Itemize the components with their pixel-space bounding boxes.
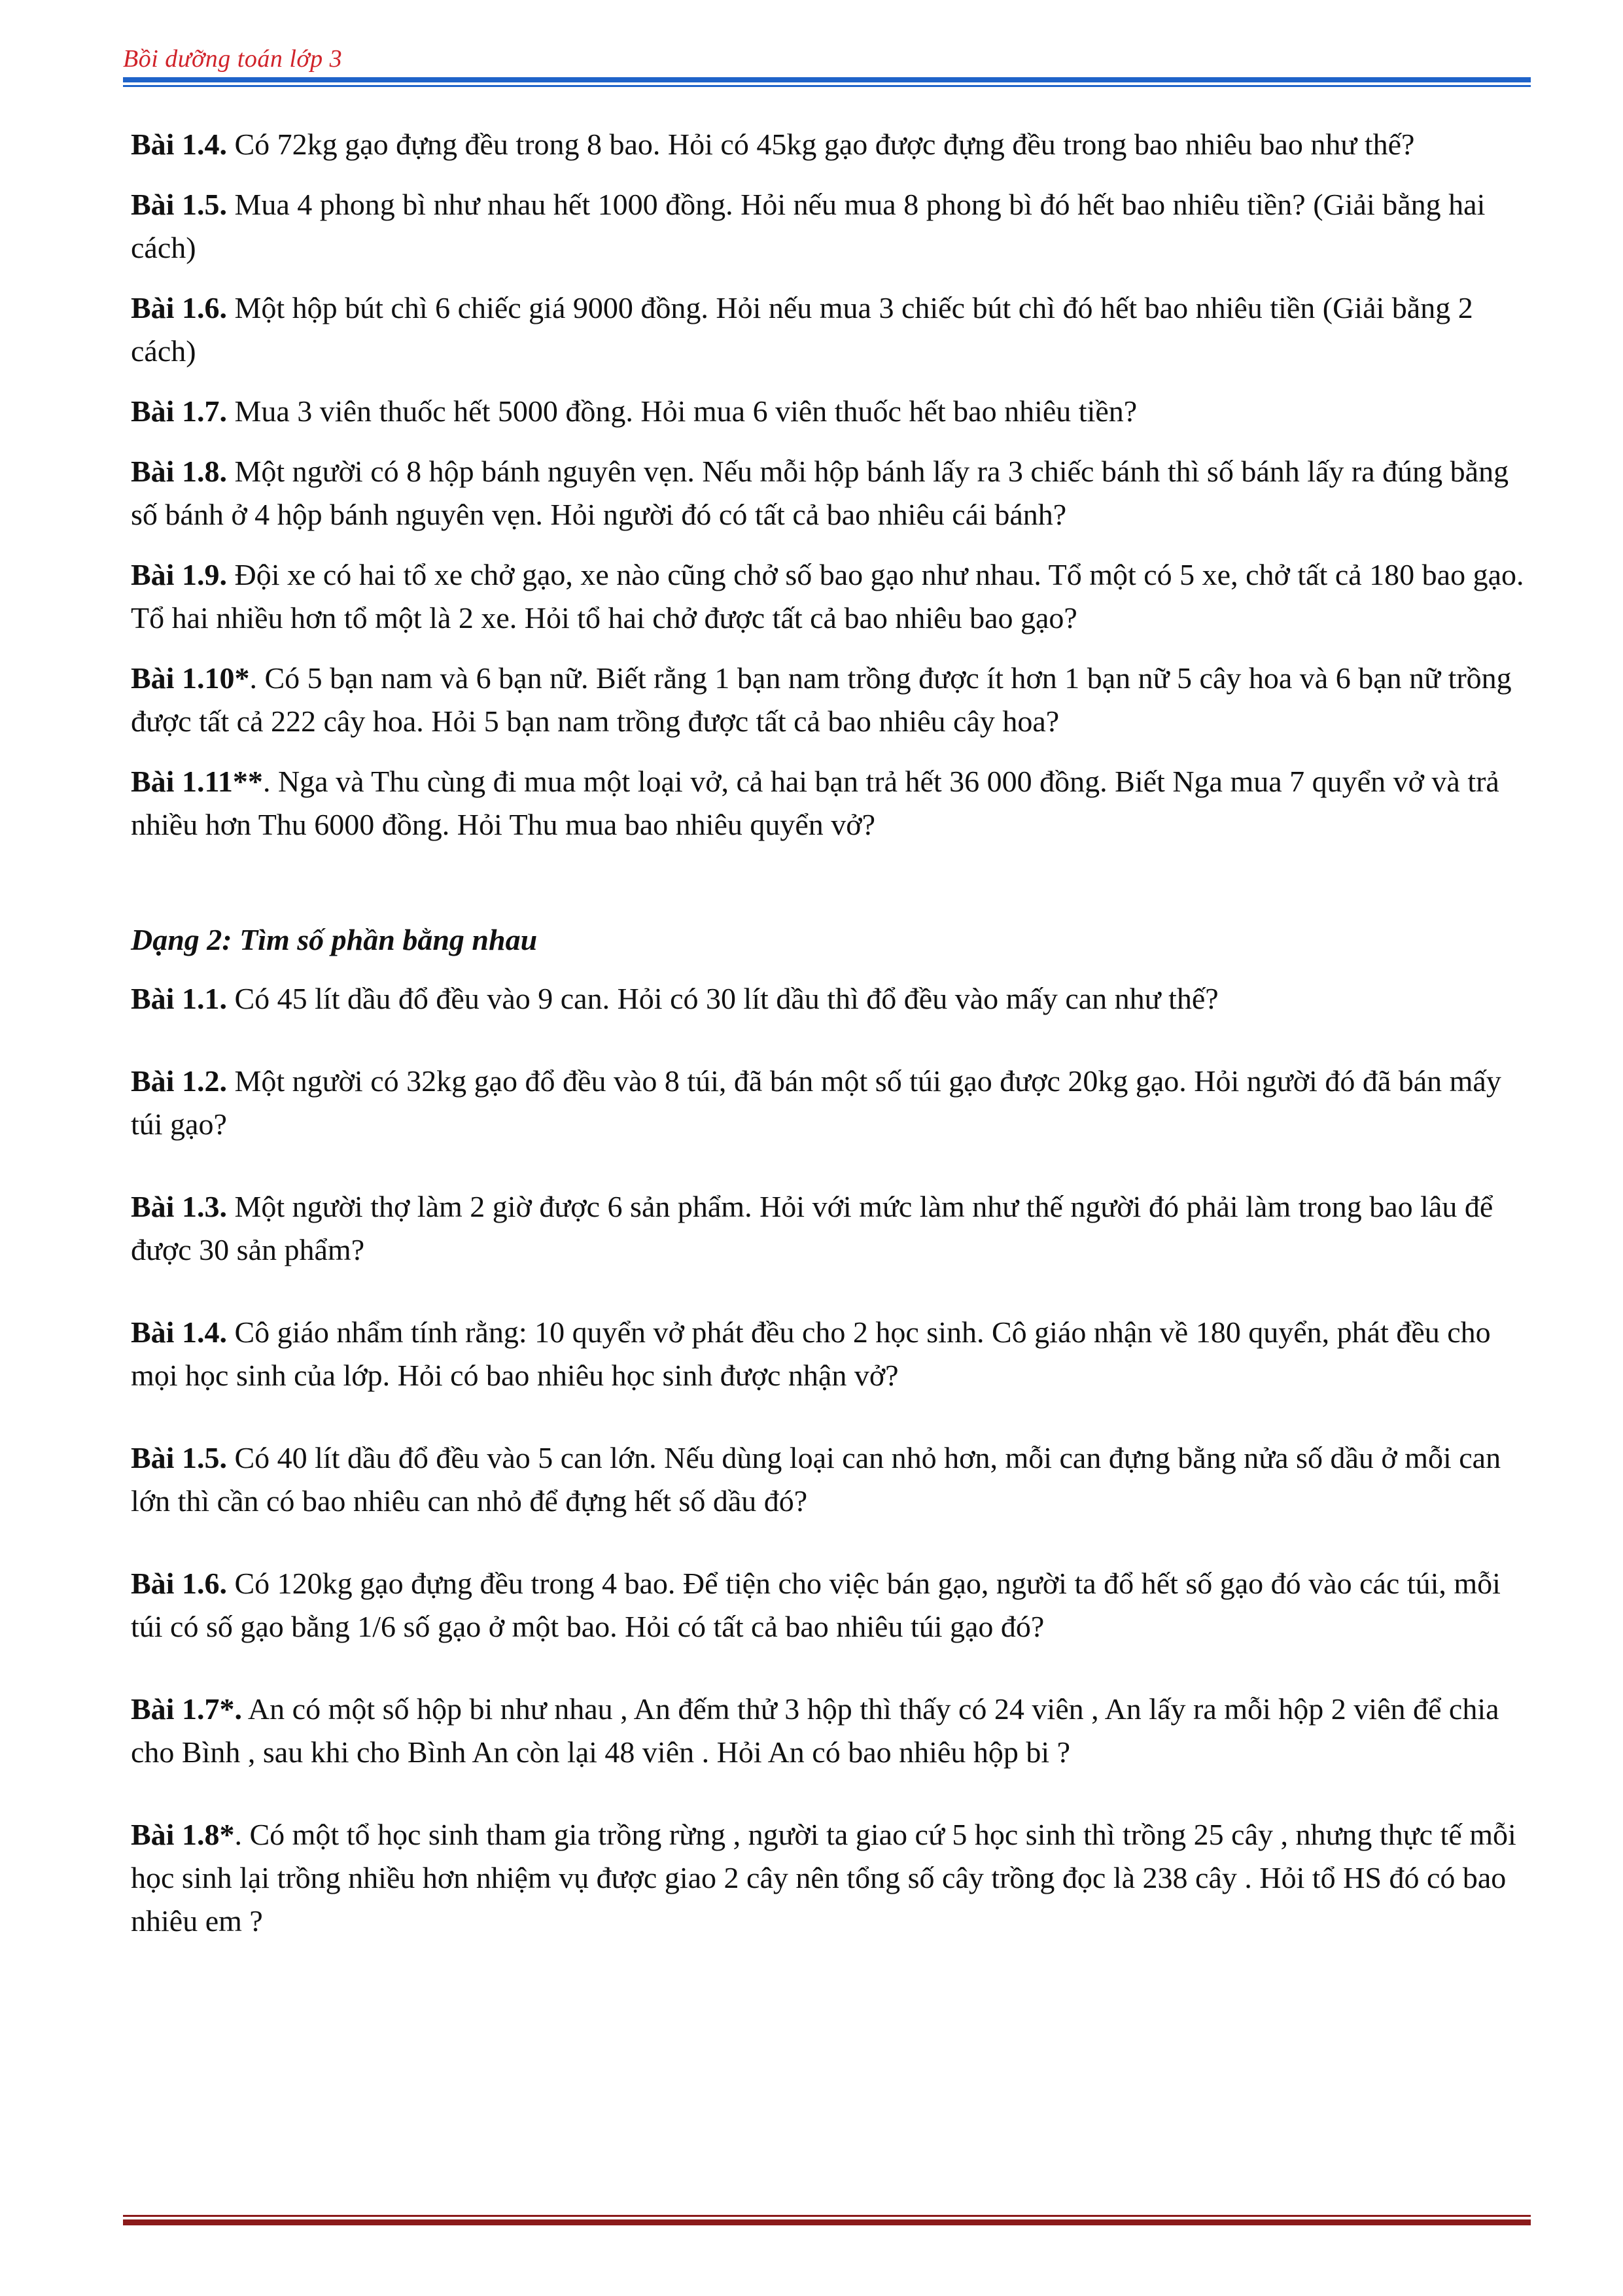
problem-item: [131, 977, 1531, 1020]
problem-text: Một người có 32kg gạo đổ đều vào 8 túi, đã bán một số túi gạo được 20kg gạo. Hỏi người đó đã bán mấy túi gạo?: [131, 1064, 1501, 1141]
problem-text: . Nga và Thu cùng đi mua một loại vở, cả hai bạn trả hết 36 000 đồng. Biết Nga mua 7 quyển vở và trả nhiều hơn Thu 6000 đồng. Hỏi Thu mua bao nhiêu quyển vở?: [131, 765, 1499, 841]
section-1: [131, 123, 1531, 846]
problem-item: [131, 1813, 1531, 1943]
problem-item: [131, 390, 1531, 433]
problem-text: Một người thợ làm 2 giờ được 6 sản phẩm. Hỏi với mức làm như thế người đó phải làm trong bao lâu để được 30 sản phẩm?: [131, 1190, 1493, 1266]
problem-item: [131, 657, 1531, 743]
problem-item: [131, 553, 1531, 640]
header-rule-thin: [123, 85, 1531, 87]
problem-text: Có 45 lít dầu đổ đều vào 9 can. Hỏi có 30 lít dầu thì đổ đều vào mấy can như thế?: [226, 982, 1219, 1015]
problem-label: Bài 1.5.: [131, 188, 227, 221]
problem-text: An có một số hộp bi như nhau , An đếm thử 3 hộp thì thấy có 24 viên , An lấy ra mỗi hộp 2 viên để chia cho Bình , sau khi cho Bình An còn lại 48 viên . Hỏi An có bao nhiêu hộp bi ?: [131, 1692, 1499, 1769]
problem-text: Có 40 lít dầu đổ đều vào 5 can lớn. Nếu dùng loại can nhỏ hơn, mỗi can đựng bằng nửa số dầu ở mỗi can lớn thì cần có bao nhiêu can nhỏ để đựng hết số dầu đó?: [131, 1441, 1501, 1518]
problem-text: Một hộp bút chì 6 chiếc giá 9000 đồng. Hỏi nếu mua 3 chiếc bút chì đó hết bao nhiêu tiền (Giải bằng 2 cách): [131, 291, 1473, 368]
page-content: [131, 123, 1531, 1982]
problem-text: Cô giáo nhẩm tính rằng: 10 quyển vở phát đều cho 2 học sinh. Cô giáo nhận về 180 quyển, phát đều cho mọi học sinh của lớp. Hỏi có bao nhiêu học sinh được nhận vở?: [131, 1315, 1491, 1392]
problem-label: Bài 1.9.: [131, 558, 227, 591]
problem-text: Một người có 8 hộp bánh nguyên vẹn. Nếu mỗi hộp bánh lấy ra 3 chiếc bánh thì số bánh lấy ra đúng bằng số bánh ở 4 hộp bánh nguyên vẹn. Hỏi người đó có tất cả bao nhiêu cái bánh?: [131, 455, 1509, 531]
problem-item: [131, 1311, 1531, 1397]
problem-label: Bài 1.4.: [131, 128, 227, 161]
problem-item: [131, 1060, 1531, 1146]
problem-text: Mua 4 phong bì như nhau hết 1000 đồng. Hỏi nếu mua 8 phong bì đó hết bao nhiêu tiền? (Giải bằng hai cách): [131, 188, 1486, 264]
problem-label: Bài 1.8.: [131, 455, 227, 488]
problem-item: [131, 1688, 1531, 1774]
problem-item: [131, 1562, 1531, 1648]
problem-label: Bài 1.8*: [131, 1818, 235, 1851]
header-title: Bồi dưỡng toán lớp 3: [123, 45, 343, 73]
problem-item: [131, 760, 1531, 846]
problem-label: Bài 1.7*.: [131, 1692, 242, 1726]
section-2-title: Dạng 2: Tìm số phần bằng nhau: [131, 923, 538, 956]
problem-label: Bài 1.6.: [131, 291, 227, 324]
problem-label: Bài 1.10*: [131, 661, 250, 695]
problem-item: [131, 123, 1531, 166]
problem-text: . Có 5 bạn nam và 6 bạn nữ. Biết rằng 1 bạn nam trồng được ít hơn 1 bạn nữ 5 cây hoa và 6 bạn nữ trồng được tất cả 222 cây hoa. Hỏi 5 bạn nam trồng được tất cả bao nhiêu cây hoa?: [131, 661, 1512, 738]
problem-text: Có 72kg gạo đựng đều trong 8 bao. Hỏi có 45kg gạo được đựng đều trong bao nhiêu bao như thế?: [226, 128, 1415, 161]
footer-rule-thin: [123, 2215, 1531, 2217]
problem-label: Bài 1.1.: [131, 982, 227, 1015]
problem-text: Mua 3 viên thuốc hết 5000 đồng. Hỏi mua 6 viên thuốc hết bao nhiêu tiền?: [226, 394, 1138, 428]
problem-label: Bài 1.6.: [131, 1567, 227, 1600]
problem-label: Bài 1.11**: [131, 765, 263, 798]
problem-item: [131, 450, 1531, 536]
problem-item: [131, 1185, 1531, 1272]
section-2: [131, 977, 1531, 1943]
problem-item: [131, 183, 1531, 270]
problem-text: Có 120kg gạo đựng đều trong 4 bao. Để tiện cho việc bán gạo, người ta đổ hết số gạo đó vào các túi, mỗi túi có số gạo bằng 1/6 số gạo ở một bao. Hỏi có tất cả bao nhiêu túi gạo đó?: [131, 1567, 1501, 1643]
problem-text: Đội xe có hai tổ xe chở gạo, xe nào cũng chở số bao gạo như nhau. Tổ một có 5 xe, chở tất cả 180 bao gạo. Tổ hai nhiều hơn tổ một là 2 xe. Hỏi tổ hai chở được tất cả bao nhiêu bao gạo?: [131, 558, 1524, 635]
problem-label: Bài 1.4.: [131, 1315, 227, 1349]
problem-label: Bài 1.2.: [131, 1064, 227, 1098]
problem-item: [131, 1436, 1531, 1523]
problem-label: Bài 1.3.: [131, 1190, 227, 1223]
problem-label: Bài 1.7.: [131, 394, 227, 428]
footer-rule-thick: [123, 2219, 1531, 2225]
problem-item: [131, 287, 1531, 373]
header-rule-thick: [123, 77, 1531, 82]
problem-text: . Có một tổ học sinh tham gia trồng rừng , người ta giao cứ 5 học sinh thì trồng 25 cây , nhưng thực tế mỗi học sinh lại trồng nhiều hơn nhiệm vụ được giao 2 cây nên tổng số cây trồng đọc là 238 cây . Hỏi tổ HS đó có bao nhiêu em ?: [131, 1818, 1516, 1938]
problem-label: Bài 1.5.: [131, 1441, 227, 1474]
